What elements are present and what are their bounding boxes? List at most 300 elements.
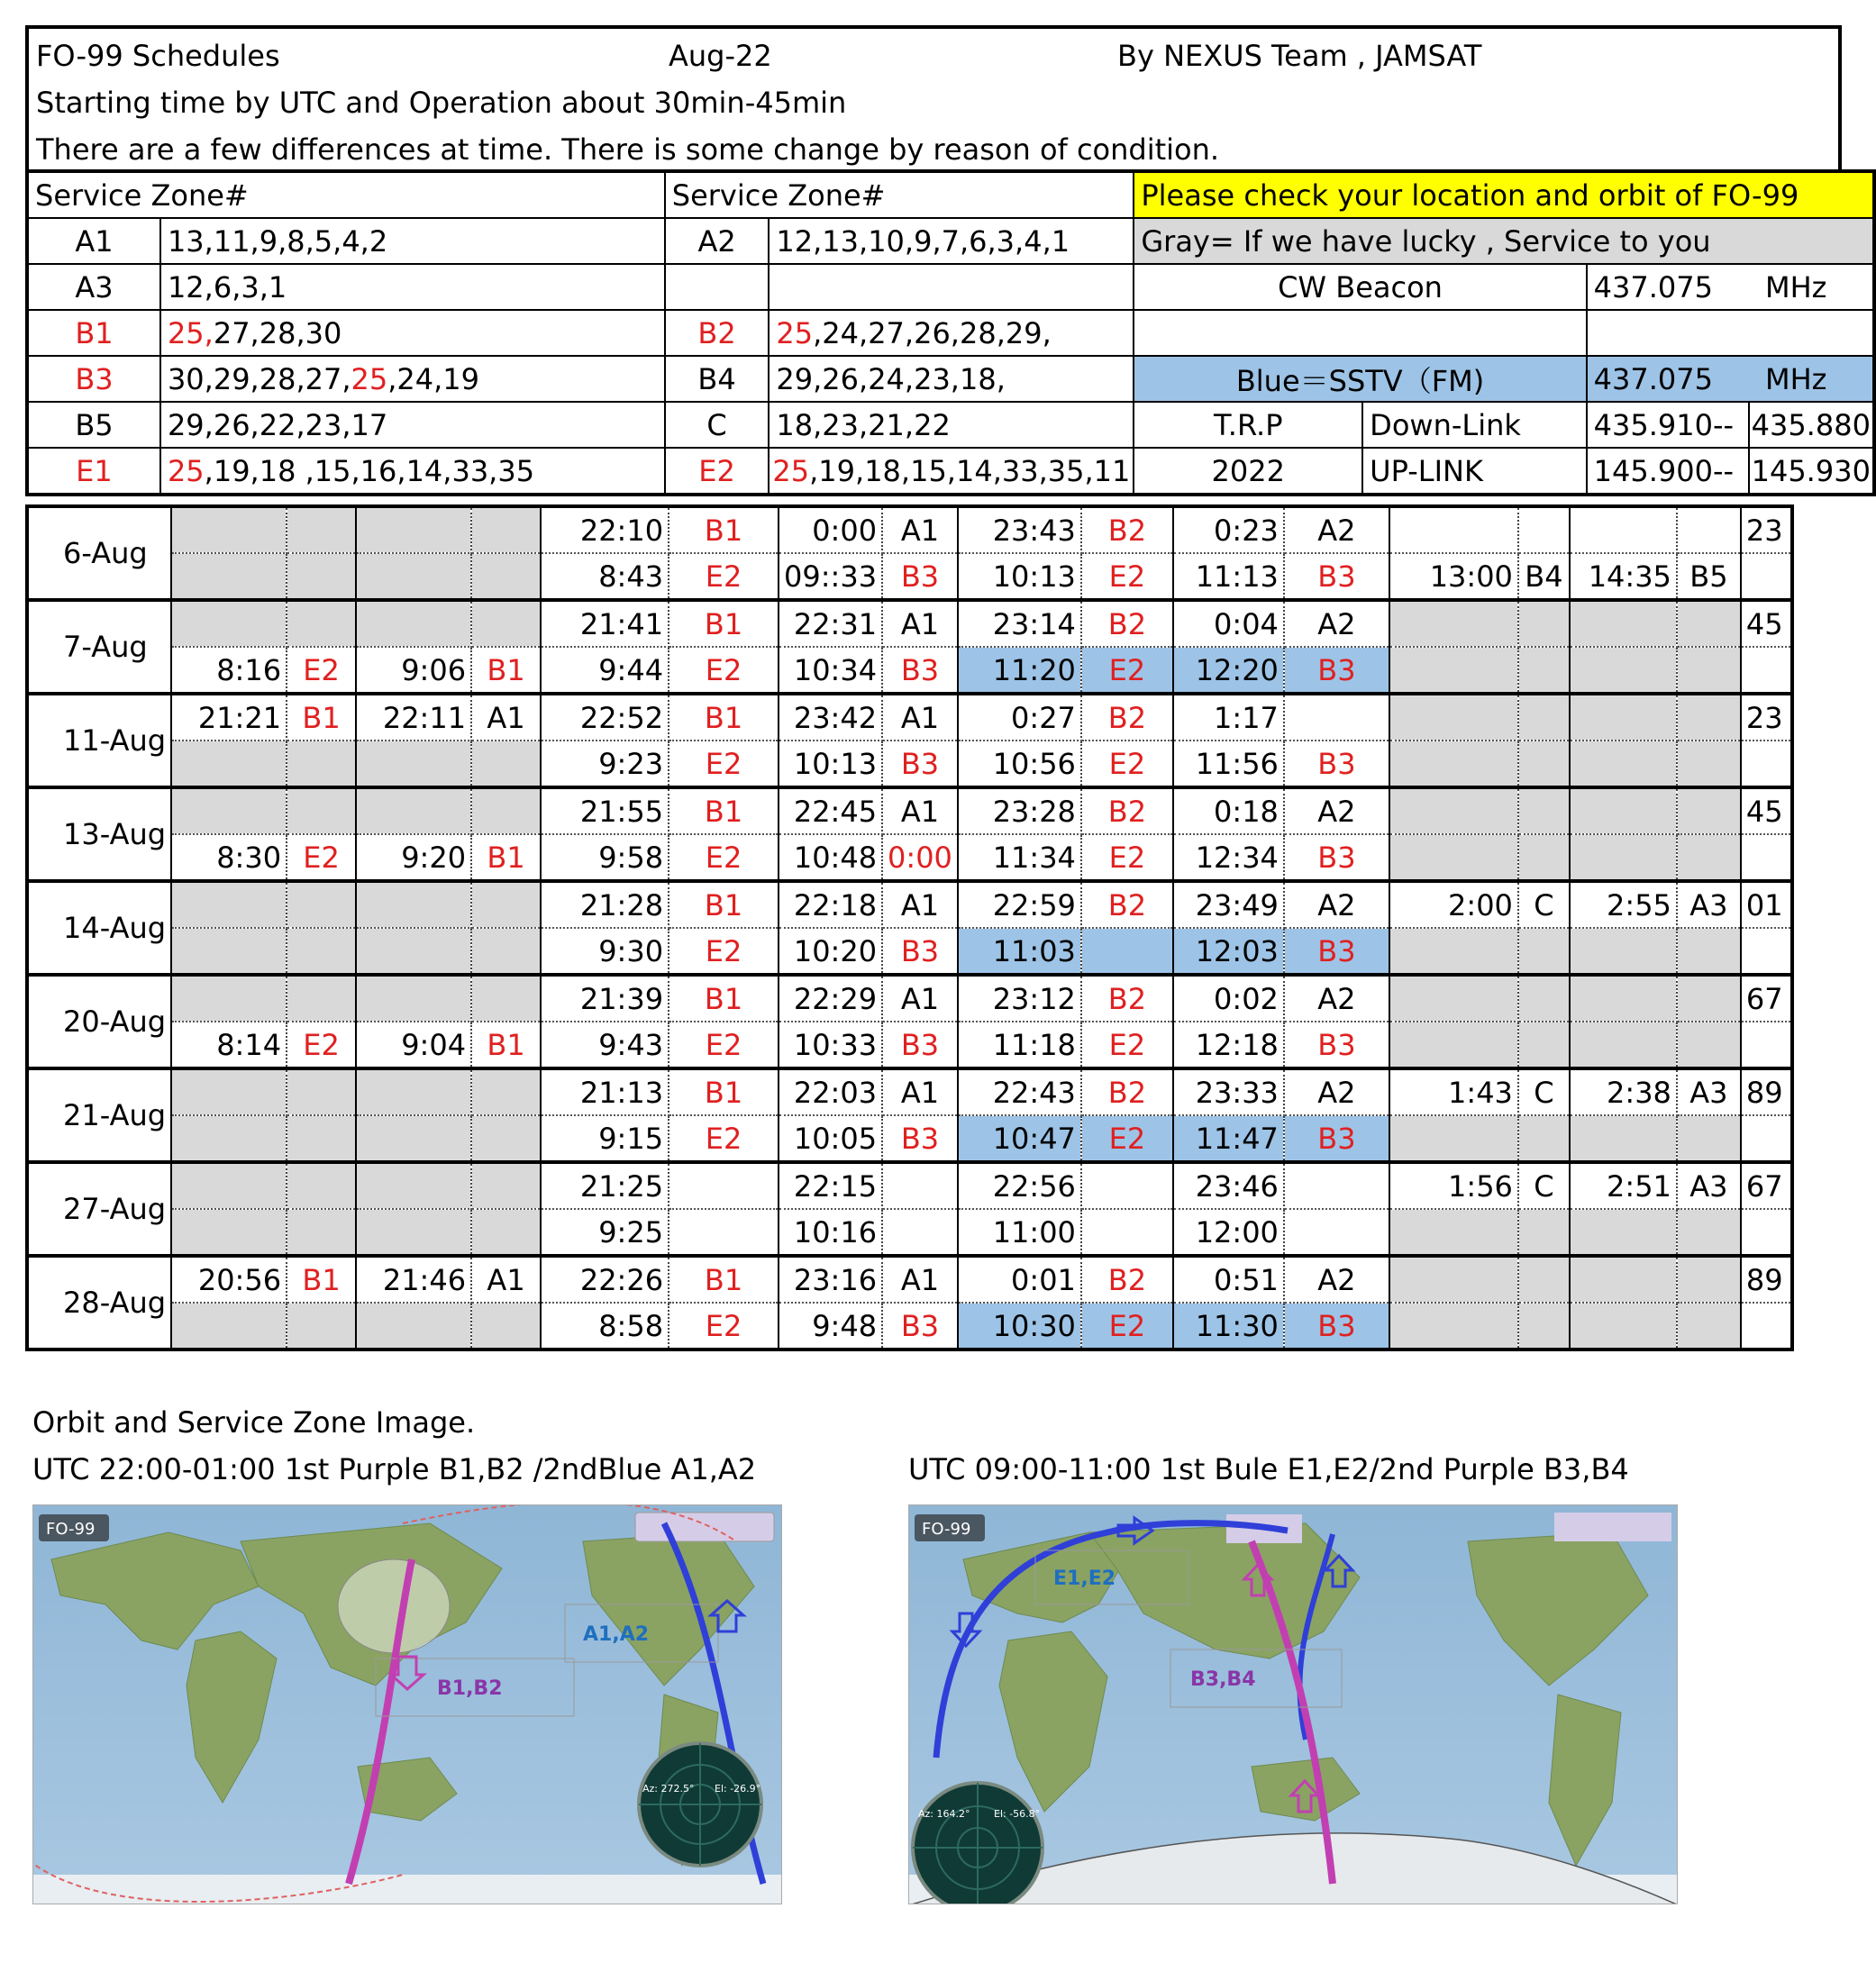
pass-zone: B1 — [471, 834, 541, 881]
pass-time: 9:44 — [541, 647, 669, 694]
pass-zone: A1 — [882, 506, 958, 553]
pass-time: 1:56 — [1389, 1162, 1518, 1209]
pass-zone: E2 — [669, 553, 779, 600]
pass-time: 0:23 — [1173, 506, 1284, 553]
pass-time: 2:00 — [1389, 881, 1518, 928]
pass-zone — [1518, 1303, 1570, 1349]
zone-label — [665, 264, 770, 310]
schedule-row — [27, 647, 1792, 694]
pass-zone — [471, 1068, 541, 1115]
schedule-day: 21-Aug — [27, 1068, 171, 1162]
pass-zone — [1518, 975, 1570, 1022]
trp-label: T.R.P — [1134, 402, 1362, 448]
pass-time — [1389, 1115, 1518, 1162]
pass-zone: E2 — [669, 1303, 779, 1349]
pass-time: 22:59 — [958, 881, 1081, 928]
schedule-day: 28-Aug — [27, 1256, 171, 1349]
pass-zone: A2 — [1284, 506, 1389, 553]
pass-time: 2:51 — [1570, 1162, 1677, 1209]
schedule-row — [27, 1256, 1792, 1303]
pass-zone: B1 — [287, 694, 356, 741]
pass-zone — [287, 1162, 356, 1209]
pass-zone: E2 — [669, 1022, 779, 1068]
pass-zone — [471, 600, 541, 647]
pass-time: 22:26 — [541, 1256, 669, 1303]
downlink-label: Down-Link — [1362, 402, 1587, 448]
pass-zone — [287, 881, 356, 928]
schedule-row — [27, 553, 1792, 600]
pass-note: 23 — [1741, 694, 1792, 741]
pass-zone — [287, 928, 356, 975]
pass-time — [171, 1115, 287, 1162]
pass-time: 9:23 — [541, 741, 669, 787]
pass-time — [1389, 834, 1518, 881]
pass-time — [356, 741, 471, 787]
pass-time: 2:38 — [1570, 1068, 1677, 1115]
left-map-blue-label: A1,A2 — [583, 1623, 650, 1646]
pass-time: 9:43 — [541, 1022, 669, 1068]
pass-zone — [471, 1115, 541, 1162]
pass-time: 9:25 — [541, 1209, 669, 1256]
pass-zone — [1081, 1209, 1173, 1256]
pass-note — [1741, 1115, 1792, 1162]
pass-zone — [1518, 787, 1570, 834]
pass-zone: B1 — [471, 647, 541, 694]
pass-time — [1389, 975, 1518, 1022]
schedule-row — [27, 928, 1792, 975]
pass-zone: E2 — [669, 834, 779, 881]
schedule-month: Aug-22 — [669, 39, 772, 73]
sstv-freq: 437.075 MHz — [1587, 356, 1874, 402]
left-map-purple-label: B1,B2 — [437, 1677, 503, 1700]
pass-zone — [1518, 1115, 1570, 1162]
pass-time: 22:43 — [958, 1068, 1081, 1115]
pass-time: 22:56 — [958, 1162, 1081, 1209]
pass-time: 0:04 — [1173, 600, 1284, 647]
pass-zone: A1 — [882, 881, 958, 928]
pass-zone: A3 — [1677, 1068, 1741, 1115]
gray-legend: Gray= If we have lucky , Service to you — [1134, 218, 1874, 264]
pass-zone: E2 — [1081, 1022, 1173, 1068]
zone-label: E2 — [665, 448, 770, 495]
pass-zone: B1 — [669, 1256, 779, 1303]
pass-time — [1570, 1209, 1677, 1256]
cw-beacon-freq: 437.075 MHz — [1587, 264, 1874, 310]
sstv-label: Blue＝SSTV（FM) — [1134, 356, 1586, 402]
pass-time — [1570, 1022, 1677, 1068]
pass-time: 10:30 — [958, 1303, 1081, 1349]
pass-time: 22:31 — [779, 600, 882, 647]
pass-zone: A2 — [1284, 881, 1389, 928]
pass-note — [1741, 1303, 1792, 1349]
pass-time — [171, 600, 287, 647]
pass-time — [356, 1162, 471, 1209]
pass-zone — [1518, 741, 1570, 787]
pass-zone — [1677, 647, 1741, 694]
pass-time: 10:33 — [779, 1022, 882, 1068]
zone-label: B2 — [665, 310, 770, 356]
pass-time: 12:18 — [1173, 1022, 1284, 1068]
year-label: 2022 — [1134, 448, 1362, 495]
pass-time: 21:25 — [541, 1162, 669, 1209]
pass-zone: E2 — [669, 928, 779, 975]
pass-zone — [1677, 694, 1741, 741]
pass-time: 1:17 — [1173, 694, 1284, 741]
pass-time — [356, 975, 471, 1022]
pass-time — [356, 928, 471, 975]
schedule-day: 7-Aug — [27, 600, 171, 694]
pass-zone — [1677, 928, 1741, 975]
schedule-row — [27, 1022, 1792, 1068]
pass-zone: B1 — [669, 1068, 779, 1115]
pass-note: 67 — [1741, 975, 1792, 1022]
pass-time: 9:04 — [356, 1022, 471, 1068]
downlink-freq-1: 435.910-- — [1587, 402, 1749, 448]
pass-time: 0:18 — [1173, 787, 1284, 834]
pass-zone — [287, 506, 356, 553]
schedule-row — [27, 881, 1792, 928]
pass-zone — [287, 1303, 356, 1349]
pass-note — [1741, 647, 1792, 694]
pass-time — [1570, 834, 1677, 881]
location-notice: Please check your location and orbit of FO-99 — [1134, 171, 1874, 218]
right-map-graphic — [909, 1505, 1678, 1904]
pass-zone: B1 — [669, 694, 779, 741]
schedule-title: FO-99 Schedules — [36, 39, 280, 73]
pass-zone — [1677, 975, 1741, 1022]
service-zone-table — [25, 169, 1876, 496]
pass-time: 11:00 — [958, 1209, 1081, 1256]
pass-time: 10:34 — [779, 647, 882, 694]
left-radar-el: El: -26.9° — [715, 1783, 761, 1795]
schedule-day: 20-Aug — [27, 975, 171, 1068]
pass-zone: B3 — [882, 928, 958, 975]
pass-zone: A1 — [471, 694, 541, 741]
pass-time: 22:15 — [779, 1162, 882, 1209]
pass-zone: E2 — [1081, 741, 1173, 787]
pass-time — [1389, 506, 1518, 553]
left-radar-az: Az: 272.5° — [642, 1783, 695, 1795]
pass-zone: C — [1518, 1068, 1570, 1115]
schedule-row — [27, 600, 1792, 647]
pass-time — [1389, 1209, 1518, 1256]
pass-time — [1570, 694, 1677, 741]
pass-time: 8:14 — [171, 1022, 287, 1068]
pass-zone: C — [1518, 1162, 1570, 1209]
right-orbit-map — [908, 1504, 1678, 1904]
pass-time: 10:13 — [779, 741, 882, 787]
pass-zone — [471, 881, 541, 928]
pass-zone: B3 — [1284, 834, 1389, 881]
pass-time — [356, 506, 471, 553]
pass-time — [1389, 1303, 1518, 1349]
pass-zone: B1 — [471, 1022, 541, 1068]
pass-time: 11:18 — [958, 1022, 1081, 1068]
pass-time: 22:45 — [779, 787, 882, 834]
pass-time: 11:34 — [958, 834, 1081, 881]
pass-time: 21:28 — [541, 881, 669, 928]
pass-note: 89 — [1741, 1068, 1792, 1115]
pass-time: 22:18 — [779, 881, 882, 928]
pass-zone — [1677, 1022, 1741, 1068]
pass-time: 23:49 — [1173, 881, 1284, 928]
pass-time: 10:16 — [779, 1209, 882, 1256]
cw-beacon-label: CW Beacon — [1134, 264, 1586, 310]
pass-note — [1741, 1022, 1792, 1068]
operation-note: Starting time by UTC and Operation about 30min-45min — [36, 86, 847, 120]
pass-time — [1570, 741, 1677, 787]
schedule-row — [27, 1162, 1792, 1209]
pass-note — [1741, 1209, 1792, 1256]
pass-zone: A2 — [1284, 1068, 1389, 1115]
pass-zone: B1 — [669, 881, 779, 928]
pass-zone: E2 — [287, 1022, 356, 1068]
pass-zone — [1081, 1162, 1173, 1209]
pass-time: 1:43 — [1389, 1068, 1518, 1115]
pass-time — [1570, 506, 1677, 553]
pass-zone: B2 — [1081, 1068, 1173, 1115]
pass-zone: A2 — [1284, 1256, 1389, 1303]
pass-time: 9:30 — [541, 928, 669, 975]
pass-zone — [471, 928, 541, 975]
sz-header-right: Service Zone# — [665, 171, 1134, 218]
pass-time: 23:28 — [958, 787, 1081, 834]
pass-time — [1389, 694, 1518, 741]
pass-zone: B2 — [1081, 787, 1173, 834]
pass-zone — [287, 600, 356, 647]
pass-time: 9:15 — [541, 1115, 669, 1162]
pass-zone: E2 — [287, 647, 356, 694]
pass-time: 14:35 — [1570, 553, 1677, 600]
pass-time — [171, 975, 287, 1022]
pass-time: 0:51 — [1173, 1256, 1284, 1303]
pass-zone: B2 — [1081, 881, 1173, 928]
pass-time — [356, 787, 471, 834]
pass-zone: A1 — [882, 787, 958, 834]
pass-time: 12:20 — [1173, 647, 1284, 694]
zone-values: 12,6,3,1 — [160, 264, 665, 310]
pass-zone: E2 — [1081, 1115, 1173, 1162]
pass-time — [356, 881, 471, 928]
pass-zone: A2 — [1284, 600, 1389, 647]
pass-time: 22:03 — [779, 1068, 882, 1115]
pass-note: 23 — [1741, 506, 1792, 553]
pass-time — [171, 553, 287, 600]
pass-time: 10:47 — [958, 1115, 1081, 1162]
pass-time: 0:00 — [779, 506, 882, 553]
pass-zone — [1284, 694, 1389, 741]
pass-zone — [287, 975, 356, 1022]
uplink-freq-2: 145.930 — [1749, 448, 1874, 495]
pass-zone — [1518, 1022, 1570, 1068]
schedule-row — [27, 975, 1792, 1022]
zone-label: C — [665, 402, 770, 448]
pass-zone: A3 — [1677, 1162, 1741, 1209]
pass-time — [1570, 928, 1677, 975]
pass-time — [356, 1115, 471, 1162]
pass-zone: A2 — [1284, 787, 1389, 834]
pass-time: 09::33 — [779, 553, 882, 600]
pass-zone: B3 — [882, 553, 958, 600]
pass-time: 11:20 — [958, 647, 1081, 694]
pass-zone: A2 — [1284, 975, 1389, 1022]
zone-label: B4 — [665, 356, 770, 402]
pass-zone: E2 — [669, 741, 779, 787]
pass-zone: A3 — [1677, 881, 1741, 928]
pass-zone — [1284, 1209, 1389, 1256]
pass-time: 9:20 — [356, 834, 471, 881]
pass-time: 21:21 — [171, 694, 287, 741]
left-map-graphic — [33, 1505, 782, 1904]
pass-time — [1570, 1115, 1677, 1162]
pass-note — [1741, 553, 1792, 600]
pass-time: 12:03 — [1173, 928, 1284, 975]
schedule-row — [27, 1209, 1792, 1256]
pass-time — [171, 928, 287, 975]
pass-zone: A1 — [882, 694, 958, 741]
pass-zone: B2 — [1081, 506, 1173, 553]
downlink-freq-2: 435.880 — [1749, 402, 1874, 448]
left-orbit-map — [32, 1504, 782, 1904]
pass-zone — [471, 1303, 541, 1349]
pass-zone — [669, 1162, 779, 1209]
pass-zone — [1677, 834, 1741, 881]
pass-zone — [1677, 741, 1741, 787]
pass-zone — [1284, 1162, 1389, 1209]
pass-zone: 0:00 — [882, 834, 958, 881]
pass-zone: B3 — [1284, 741, 1389, 787]
schedule-row — [27, 787, 1792, 834]
pass-zone: B1 — [669, 506, 779, 553]
pass-time — [356, 1068, 471, 1115]
pass-time: 10:48 — [779, 834, 882, 881]
pass-time — [356, 1209, 471, 1256]
pass-time: 11:56 — [1173, 741, 1284, 787]
pass-zone: A1 — [882, 1256, 958, 1303]
pass-time: 22:29 — [779, 975, 882, 1022]
pass-note — [1741, 741, 1792, 787]
pass-note: 45 — [1741, 600, 1792, 647]
pass-zone — [1677, 1256, 1741, 1303]
pass-time — [171, 1303, 287, 1349]
zone-label: B5 — [27, 402, 160, 448]
pass-note — [1741, 834, 1792, 881]
pass-zone — [1677, 600, 1741, 647]
pass-zone — [287, 553, 356, 600]
pass-time — [356, 600, 471, 647]
zone-values: 25,27,28,30 — [160, 310, 665, 356]
zone-values: 30,29,28,27,25,24,19 — [160, 356, 665, 402]
pass-zone — [1677, 506, 1741, 553]
zone-label: B1 — [27, 310, 160, 356]
pass-zone — [882, 1209, 958, 1256]
pass-time — [1389, 928, 1518, 975]
pass-zone: B2 — [1081, 1256, 1173, 1303]
pass-time: 23:16 — [779, 1256, 882, 1303]
uplink-freq-1: 145.900-- — [1587, 448, 1749, 495]
pass-time: 22:10 — [541, 506, 669, 553]
pass-zone: C — [1518, 881, 1570, 928]
pass-time: 21:46 — [356, 1256, 471, 1303]
pass-time — [171, 1162, 287, 1209]
pass-zone — [471, 553, 541, 600]
pass-zone: B1 — [669, 975, 779, 1022]
pass-note: 67 — [1741, 1162, 1792, 1209]
pass-time: 23:14 — [958, 600, 1081, 647]
pass-zone: B3 — [1284, 1022, 1389, 1068]
pass-zone: B3 — [1284, 553, 1389, 600]
pass-zone — [1518, 834, 1570, 881]
sz-header-left: Service Zone# — [27, 171, 665, 218]
pass-time: 23:12 — [958, 975, 1081, 1022]
schedule-row — [27, 694, 1792, 741]
pass-time: 11:03 — [958, 928, 1081, 975]
schedule-row — [27, 1068, 1792, 1115]
pass-zone — [471, 1162, 541, 1209]
left-map-tag: FO-99 — [46, 1520, 96, 1539]
pass-time: 0:01 — [958, 1256, 1081, 1303]
pass-time: 9:48 — [779, 1303, 882, 1349]
pass-time: 11:30 — [1173, 1303, 1284, 1349]
pass-time: 12:00 — [1173, 1209, 1284, 1256]
pass-zone — [882, 1162, 958, 1209]
pass-time — [356, 553, 471, 600]
right-map-purple-label: B3,B4 — [1190, 1668, 1256, 1691]
pass-time: 10:13 — [958, 553, 1081, 600]
pass-zone: B1 — [669, 600, 779, 647]
pass-zone: B3 — [1284, 647, 1389, 694]
pass-time — [171, 1209, 287, 1256]
pass-time — [1389, 741, 1518, 787]
pass-zone — [1518, 1209, 1570, 1256]
pass-zone: B3 — [882, 741, 958, 787]
pass-time: 0:27 — [958, 694, 1081, 741]
pass-time: 8:58 — [541, 1303, 669, 1349]
pass-time: 22:11 — [356, 694, 471, 741]
schedule-row — [27, 834, 1792, 881]
pass-zone: E2 — [669, 1115, 779, 1162]
schedule-row — [27, 506, 1792, 553]
pass-zone: E2 — [669, 647, 779, 694]
schedule-row — [27, 1115, 1792, 1162]
pass-time — [1570, 787, 1677, 834]
pass-note — [1741, 928, 1792, 975]
pass-time: 23:46 — [1173, 1162, 1284, 1209]
zone-values: 13,11,9,8,5,4,2 — [160, 218, 665, 264]
pass-zone: B2 — [1081, 975, 1173, 1022]
pass-zone: B3 — [1284, 1115, 1389, 1162]
zone-label: B3 — [27, 356, 160, 402]
pass-time: 11:13 — [1173, 553, 1284, 600]
pass-time: 21:41 — [541, 600, 669, 647]
pass-zone: B3 — [882, 647, 958, 694]
pass-zone — [1518, 600, 1570, 647]
zone-values: 25,19,18 ,15,16,14,33,35 — [160, 448, 665, 495]
pass-time: 0:02 — [1173, 975, 1284, 1022]
pass-zone — [471, 1209, 541, 1256]
schedule-row — [27, 1303, 1792, 1349]
zone-values: 29,26,24,23,18, — [769, 356, 1134, 402]
pass-note: 01 — [1741, 881, 1792, 928]
pass-zone — [1518, 694, 1570, 741]
pass-note: 45 — [1741, 787, 1792, 834]
pass-time — [171, 881, 287, 928]
pass-zone — [1677, 1115, 1741, 1162]
pass-zone — [1518, 506, 1570, 553]
pass-zone — [1518, 928, 1570, 975]
schedule-day: 13-Aug — [27, 787, 171, 881]
pass-zone: B5 — [1677, 553, 1741, 600]
